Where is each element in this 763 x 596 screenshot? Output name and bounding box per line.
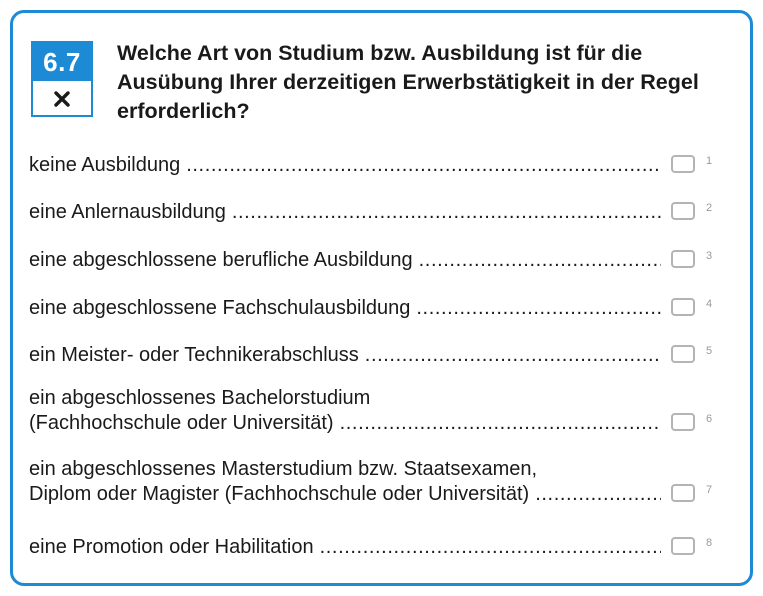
dot-leader bbox=[320, 535, 661, 560]
dot-leader bbox=[365, 343, 661, 368]
option-checkbox[interactable] bbox=[671, 484, 695, 502]
option-checkbox[interactable] bbox=[671, 413, 695, 431]
question-title: Welche Art von Studium bzw. Ausbildung ist für die Ausübung Ihrer derzeitigen Erwerbstätigkeit in der Regel erforderlich? bbox=[117, 41, 699, 123]
option-label: eine abgeschlossene Fachschulausbildung bbox=[29, 297, 411, 319]
dot-leader bbox=[419, 248, 661, 273]
option-code: 1 bbox=[706, 155, 713, 167]
option-label: keine Ausbildung bbox=[29, 154, 181, 176]
option-label-line: Diplom oder Magister (Fachhochschule oder Universität) bbox=[29, 483, 530, 505]
option-checkbox[interactable] bbox=[671, 298, 695, 316]
option-checkbox[interactable] bbox=[671, 202, 695, 220]
option-code: 7 bbox=[706, 484, 713, 496]
question-badge bbox=[31, 41, 93, 117]
answer-option bbox=[29, 153, 729, 178]
answer-option bbox=[29, 248, 729, 273]
option-checkbox[interactable] bbox=[671, 250, 695, 268]
option-label-line: (Fachhochschule oder Universität) bbox=[29, 412, 334, 434]
option-code: 3 bbox=[706, 250, 713, 262]
answer-option bbox=[29, 386, 729, 436]
option-checkbox[interactable] bbox=[671, 537, 695, 555]
dot-leader bbox=[535, 482, 661, 507]
option-code: 8 bbox=[706, 537, 713, 549]
question-number: 6.7 bbox=[33, 43, 91, 81]
dot-leader bbox=[340, 411, 661, 436]
question-card bbox=[10, 10, 753, 586]
option-label: ein Meister- oder Technikerabschluss bbox=[29, 344, 359, 366]
option-label: eine Anlernausbildung bbox=[29, 201, 226, 223]
option-code: 6 bbox=[706, 413, 713, 425]
dot-leader bbox=[232, 200, 661, 225]
single-choice-x-icon bbox=[33, 81, 91, 117]
dot-leader bbox=[416, 296, 661, 321]
option-code: 2 bbox=[706, 202, 713, 214]
option-label: eine abgeschlossene berufliche Ausbildung bbox=[29, 249, 413, 271]
option-label-line: ein abgeschlossenes Bachelorstudium bbox=[29, 387, 371, 409]
option-code: 4 bbox=[706, 298, 713, 310]
answer-option bbox=[29, 457, 729, 507]
answer-option bbox=[29, 535, 729, 560]
option-label-line: ein abgeschlossenes Masterstudium bzw. Staatsexamen, bbox=[29, 458, 538, 480]
answer-option bbox=[29, 343, 729, 368]
answer-option bbox=[29, 296, 729, 321]
option-checkbox[interactable] bbox=[671, 345, 695, 363]
option-code: 5 bbox=[706, 345, 713, 357]
answer-option bbox=[29, 200, 729, 225]
option-label: eine Promotion oder Habilitation bbox=[29, 536, 314, 558]
dot-leader bbox=[186, 153, 661, 178]
option-checkbox[interactable] bbox=[671, 155, 695, 173]
